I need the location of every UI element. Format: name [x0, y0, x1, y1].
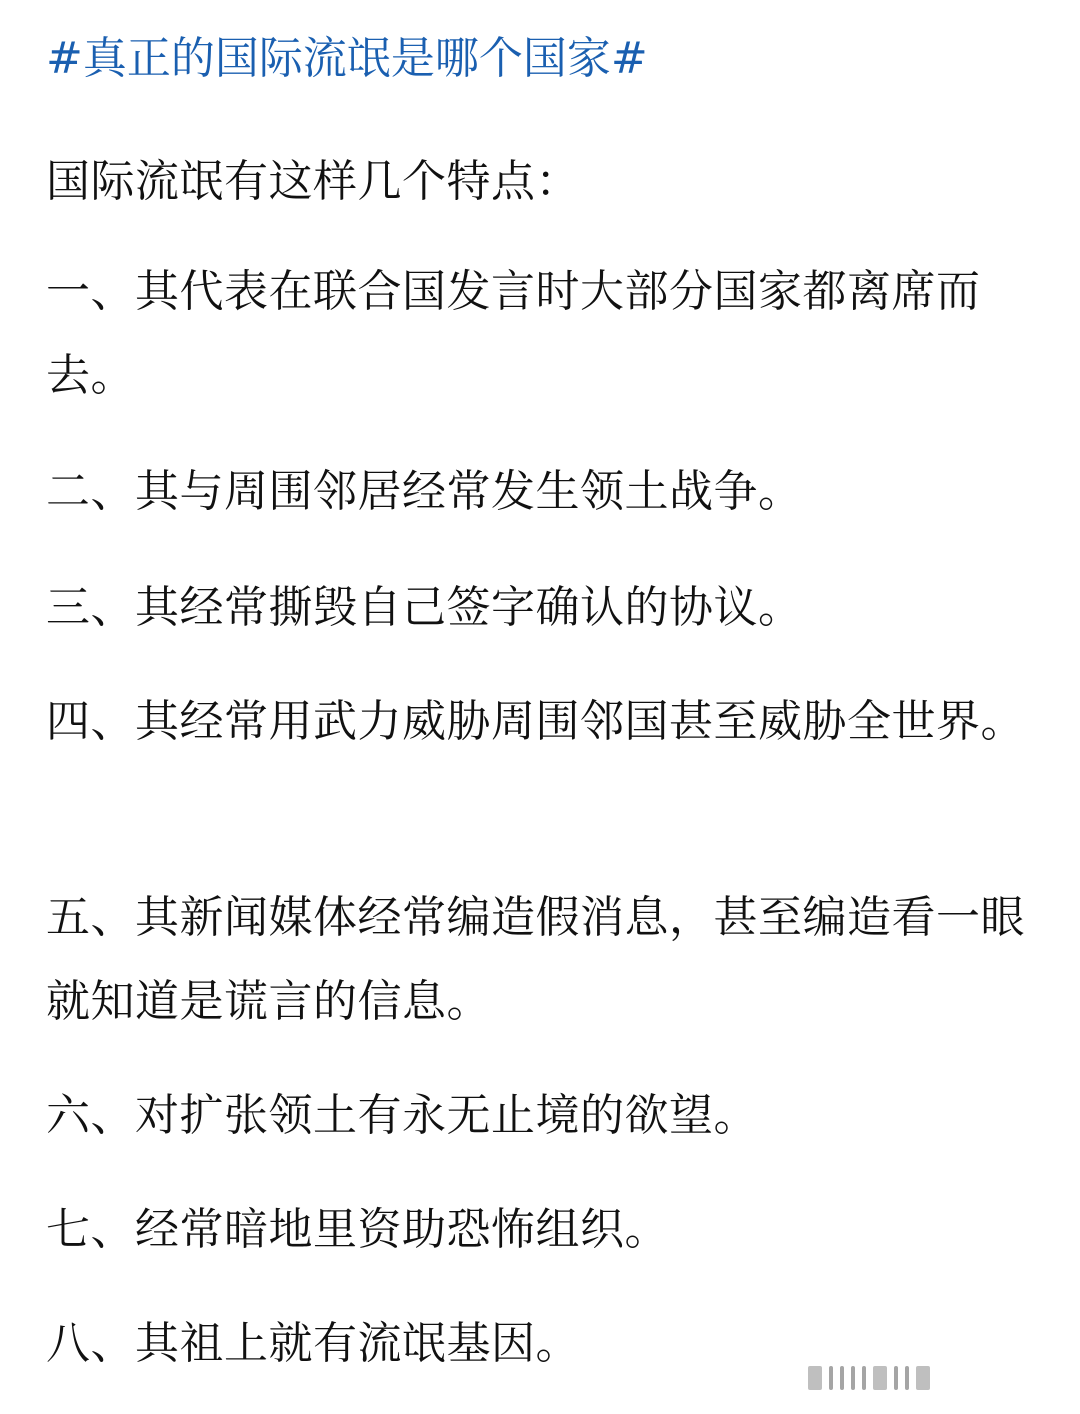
point-1: 一、其代表在联合国发言时大部分国家都离席而去。 [46, 266, 981, 401]
point-2: 二、其与周围邻居经常发生领土战争。 [46, 466, 803, 517]
point-5: 五、其新闻媒体经常编造假消息，甚至编造看一眼就知道是谎言的信息。 [46, 892, 1025, 1027]
point-7: 七、经常暗地里资助恐怖组织。 [46, 1204, 669, 1255]
intro-text: 国际流氓有这样几个特点： [46, 156, 580, 207]
point-8: 八、其祖上就有流氓基因。 [46, 1318, 580, 1369]
topic-hashtag[interactable]: #真正的国际流氓是哪个国家# [46, 33, 648, 84]
blurred-watermark [808, 1360, 1058, 1390]
point-6: 六、对扩张领土有永无止境的欲望。 [46, 1090, 758, 1141]
point-3: 三、其经常撕毁自己签字确认的协议。 [46, 582, 803, 633]
point-4: 四、其经常用武力威胁周围邻国甚至威胁全世界。 [46, 696, 1025, 747]
